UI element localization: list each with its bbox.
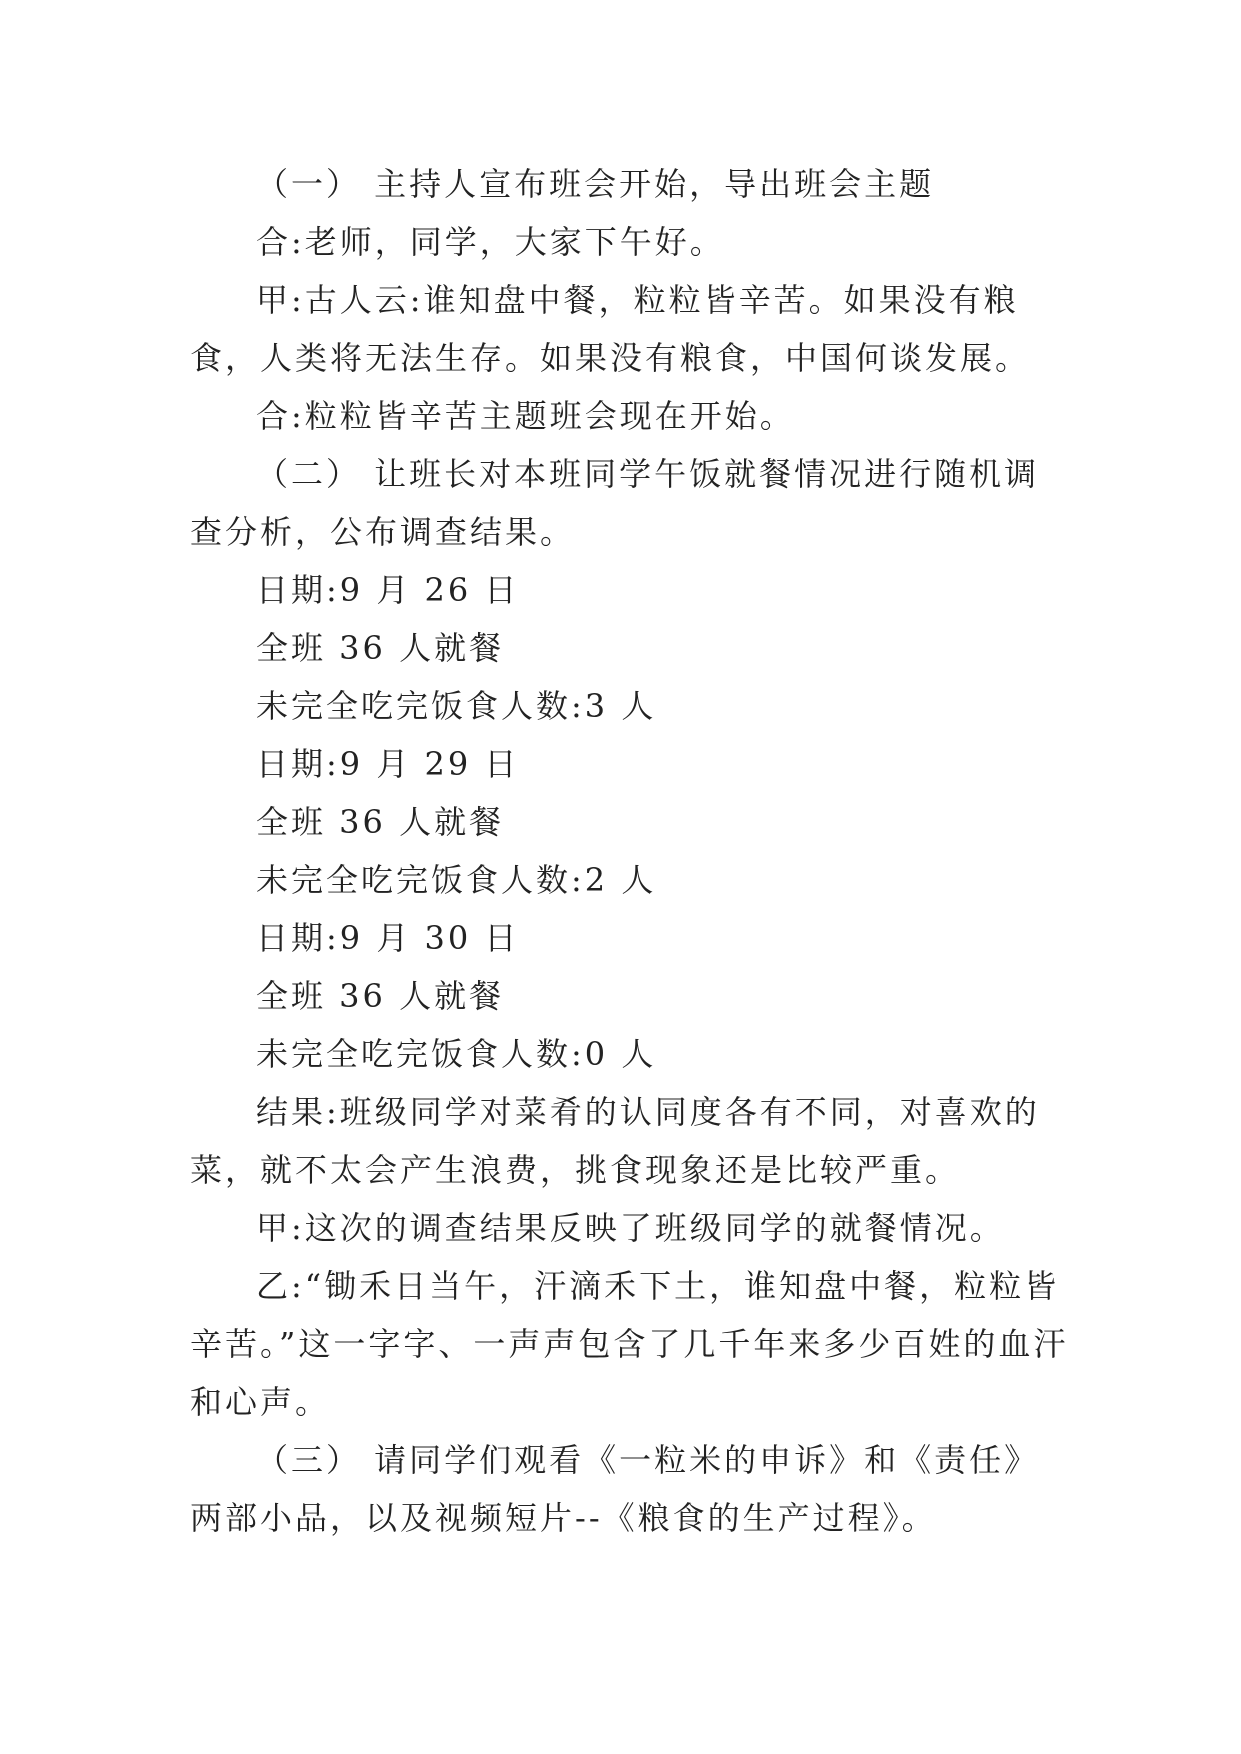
paragraph-greeting: 合:老师，同学，大家下午好。: [256, 223, 725, 261]
paragraph-speaker-a-summary: 甲:这次的调查结果反映了班级同学的就餐情况。: [256, 1209, 1005, 1247]
paragraph-section-one-heading: （一） 主持人宣布班会开始，导出班会主题: [256, 165, 935, 203]
survey-unfinished-1: 未完全吃完饭食人数:3 人: [256, 687, 657, 725]
paragraph-speaker-a-intro: 甲:古人云:谁知盘中餐，粒粒皆辛苦。如果没有粮食，人类将无法生存。如果没有粮食，中国何谈发展。: [190, 281, 1031, 377]
survey-total-3: 全班 36 人就餐: [256, 977, 505, 1015]
survey-unfinished-3: 未完全吃完饭食人数:0 人: [256, 1035, 657, 1073]
paragraph-section-two-heading: （二） 让班长对本班同学午饭就餐情况进行随机调查分析，公布调查结果。: [190, 455, 1040, 551]
survey-date-3: 日期:9 月 30 日: [256, 919, 520, 957]
paragraph-survey-result: 结果:班级同学对菜肴的认同度各有不同，对喜欢的菜，就不太会产生浪费，挑食现象还是比较严重。: [190, 1093, 1040, 1189]
survey-unfinished-2: 未完全吃完饭食人数:2 人: [256, 861, 657, 899]
survey-total-1: 全班 36 人就餐: [256, 629, 505, 667]
paragraph-section-three-heading: （三） 请同学们观看《一粒米的申诉》和《责任》两部小品，以及视频短片--《粮食的生产过程》。: [190, 1441, 1040, 1537]
survey-date-1: 日期:9 月 26 日: [256, 571, 520, 609]
paragraph-speaker-b-poem: 乙:“锄禾日当午，汗滴禾下土，谁知盘中餐，粒粒皆辛苦。”这一字字、一声声包含了几千年来多少百姓的血汗和心声。: [190, 1267, 1069, 1421]
survey-date-2: 日期:9 月 29 日: [256, 745, 520, 783]
document-body: [190, 155, 1070, 1547]
paragraph-meeting-start: 合:粒粒皆辛苦主题班会现在开始。: [256, 397, 795, 435]
survey-total-2: 全班 36 人就餐: [256, 803, 505, 841]
